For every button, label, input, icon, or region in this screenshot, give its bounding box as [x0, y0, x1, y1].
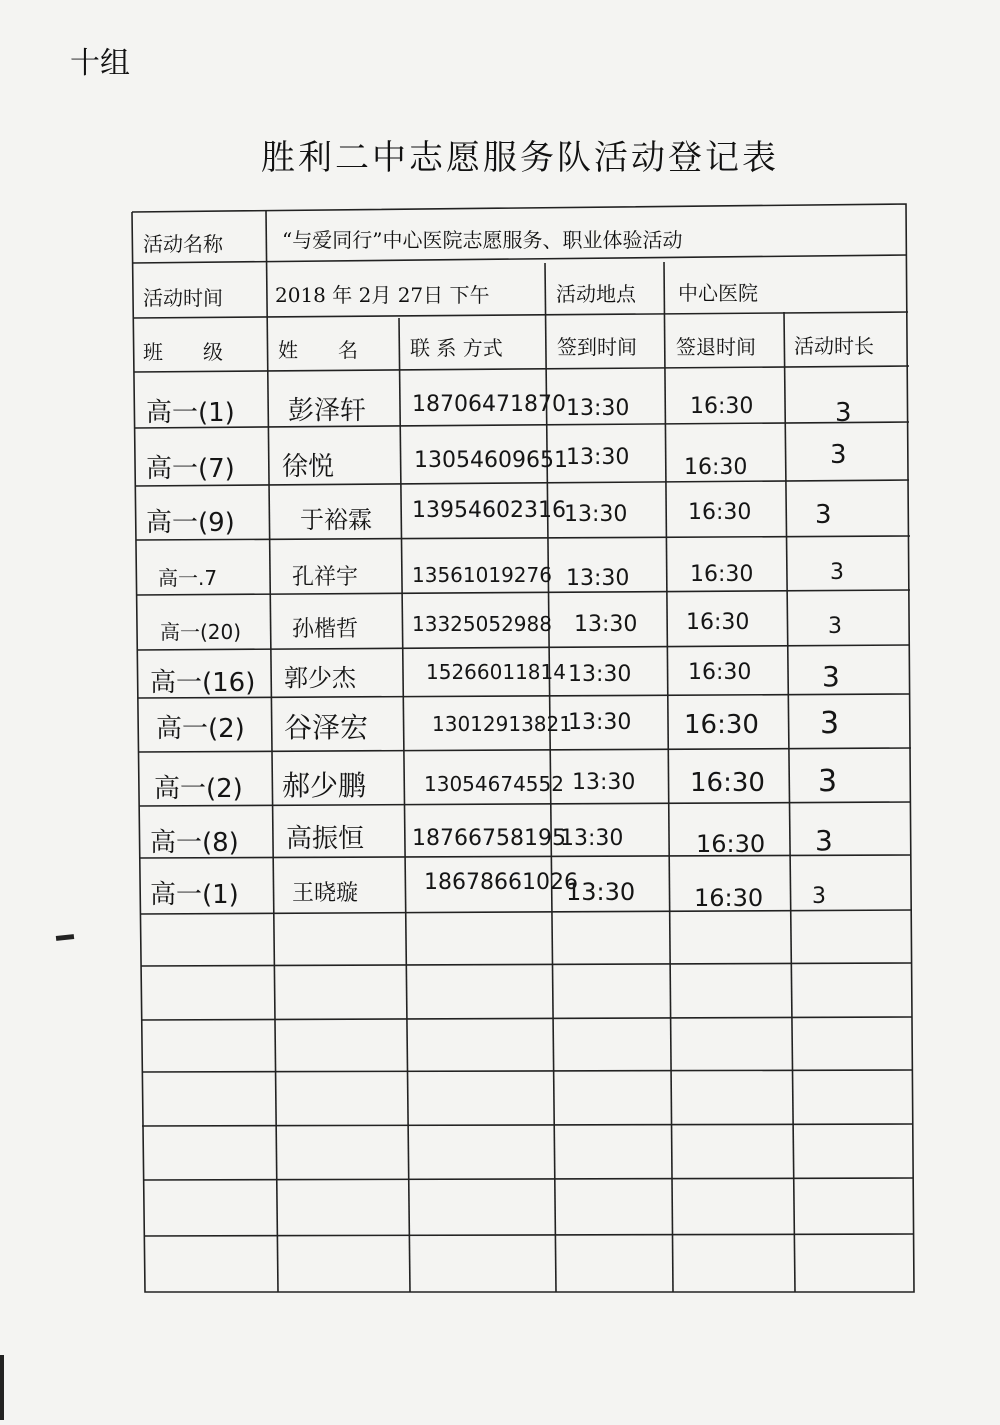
row-hours: 3 [815, 500, 832, 530]
row-class: 高一(7) [146, 454, 235, 484]
row-sign-out: 16:30 [686, 610, 750, 635]
row-phone: 13054674552 [424, 772, 564, 796]
row-hours: 3 [830, 560, 844, 585]
row-name: 谷泽宏 [284, 711, 369, 744]
row-phone: 13012913821 [432, 712, 572, 736]
row-name: 高振恒 [286, 824, 365, 854]
row-hours: 3 [835, 398, 852, 428]
row-name: 彭泽轩 [288, 396, 367, 426]
row-sign-out: 16:30 [694, 884, 764, 912]
row-phone: 18766758195 [412, 826, 566, 851]
row-hours: 3 [830, 440, 847, 470]
row-sign-out: 16:30 [696, 830, 766, 858]
column-contact-header: 联 系 方式 [410, 336, 503, 360]
row-phone: 15266011814 [426, 660, 566, 684]
row-name: 孙楷哲 [292, 617, 359, 642]
row-sign-in: 13:30 [568, 710, 632, 735]
row-class: 高一(1) [150, 880, 239, 910]
activity-name-label: 活动名称 [143, 232, 223, 256]
row-name: 徐悦 [282, 452, 335, 482]
row-name: 于裕霖 [300, 506, 372, 534]
row-sign-out: 16:30 [684, 710, 759, 740]
row-name: 郝少鹏 [282, 769, 367, 802]
row-class: 高一(2) [156, 714, 245, 744]
row-class: 高一(1) [146, 398, 235, 428]
row-sign-in: 13:30 [564, 502, 628, 527]
row-phone: 13954602316 [412, 498, 566, 523]
row-sign-out: 16:30 [690, 394, 754, 419]
row-hours: 3 [812, 884, 826, 909]
row-hours: 3 [818, 764, 838, 799]
row-sign-in: 13:30 [568, 662, 632, 687]
row-hours: 3 [828, 614, 842, 639]
row-class: 高一(2) [154, 774, 243, 804]
activity-time-value: 2018 年 2月 27日 下午 [275, 283, 490, 307]
activity-place-label: 活动地点 [556, 282, 636, 306]
row-sign-out: 16:30 [690, 562, 754, 587]
row-phone: 13325052988 [412, 612, 552, 636]
row-phone: 18706471870 [412, 392, 566, 417]
row-class: 高一(16) [150, 668, 256, 698]
row-sign-in: 13:30 [572, 770, 636, 795]
row-class: 高一(9) [146, 508, 235, 538]
column-class-header: 班 级 [143, 340, 223, 364]
row-sign-out: 16:30 [690, 768, 765, 798]
row-name: 郭少杰 [284, 664, 356, 692]
row-phone: 13054609651 [414, 448, 568, 473]
row-class: 高一(8) [150, 828, 239, 858]
row-sign-in: 13:30 [574, 612, 638, 637]
row-hours: 3 [820, 706, 840, 741]
column-sign-out-header: 签退时间 [676, 335, 756, 359]
row-sign-in: 13:30 [566, 396, 630, 421]
row-sign-out: 16:30 [684, 455, 748, 480]
edge-mark [0, 1355, 4, 1420]
row-phone: 18678661026 [424, 870, 578, 895]
activity-name-value: “与爱同行”中心医院志愿服务、职业体验活动 [282, 228, 683, 252]
activity-place-value: 中心医院 [678, 281, 758, 305]
row-phone: 13561019276 [412, 563, 552, 587]
row-name: 王晓璇 [292, 881, 359, 906]
row-name: 孔祥宇 [292, 565, 359, 590]
column-sign-in-header: 签到时间 [557, 335, 637, 359]
row-hours: 3 [822, 660, 840, 693]
row-sign-out: 16:30 [688, 500, 752, 525]
column-duration-header: 活动时长 [794, 334, 874, 358]
activity-time-label: 活动时间 [143, 286, 223, 310]
column-name-header: 姓 名 [278, 338, 358, 362]
row-sign-in: 13:30 [560, 826, 624, 851]
row-sign-in: 13:30 [566, 878, 636, 906]
row-sign-out: 16:30 [688, 660, 752, 685]
group-note: 十组 [70, 46, 130, 81]
row-class: 高一.7 [158, 566, 218, 590]
row-sign-in: 13:30 [566, 566, 630, 591]
row-hours: 3 [815, 824, 833, 857]
row-sign-in: 13:30 [566, 445, 630, 470]
form-title: 胜利二中志愿服务队活动登记表 [261, 138, 779, 178]
row-class: 高一(20) [160, 620, 242, 644]
